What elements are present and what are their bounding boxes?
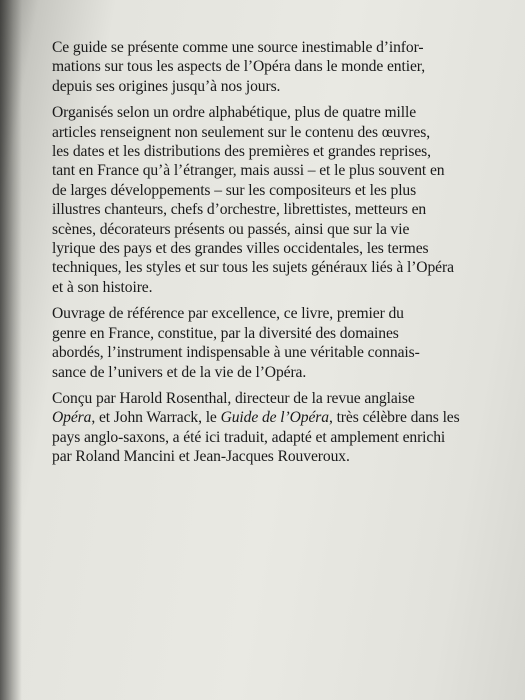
- text-line: illustres chanteurs, chefs d’orchestre, librettistes, metteurs en: [52, 201, 427, 219]
- text-line: Conçu par Harold Rosenthal, directeur de la revue anglaise: [52, 389, 415, 407]
- journal-title: Opéra: [52, 409, 92, 427]
- text-line: Ce guide se présente comme une source inestimable d’infor-: [52, 39, 424, 56]
- text-line: genre en France, constitue, par la diversité des domaines: [52, 324, 399, 342]
- text-segment: , très célèbre dans les: [328, 409, 460, 427]
- text-line: Ouvrage de référence par excellence, ce livre, premier du: [52, 305, 404, 323]
- text-line: depuis ses origines jusqu’à nos jours.: [52, 77, 281, 95]
- text-line: les dates et les distributions des premières et grandes reprises,: [52, 143, 431, 161]
- text-line: tant en France qu’à l’étranger, mais aussi – et le plus souvent en: [52, 162, 445, 180]
- text-line: sance de l’univers et de la vie de l’Opéra.: [52, 363, 307, 381]
- text-line: [30, 408, 495, 427]
- text-line: abordés, l’instrument indispensable à une véritable connais-: [52, 344, 420, 362]
- page-edge-shadow: [0, 0, 22, 700]
- text-line: par Roland Mancini et Jean-Jacques Rouveroux.: [52, 448, 350, 466]
- paragraph-reference: [30, 304, 495, 382]
- paragraph-intro: [30, 38, 495, 96]
- text-line: articles renseignent non seulement sur le contenu des œuvres,: [52, 123, 430, 141]
- text-line: techniques, les styles et sur tous les sujets généraux liés à l’Opéra: [52, 259, 454, 277]
- text-line: de larges développements – sur les compositeurs et les plus: [52, 181, 417, 199]
- book-title: Guide de l’Opéra: [220, 409, 329, 427]
- text-line: et à son histoire.: [52, 278, 153, 296]
- text-line: scènes, décorateurs présents ou passés, ainsi que sur la vie: [52, 220, 410, 238]
- text-line: Organisés selon un ordre alphabétique, plus de quatre mille: [52, 104, 417, 122]
- text-line: pays anglo-saxons, a été ici traduit, adapté et amplement enrichi: [52, 428, 446, 446]
- paragraph-contents: [30, 103, 495, 297]
- paragraph-authors: [30, 389, 495, 467]
- text-line: lyrique des pays et des grandes villes occidentales, les termes: [52, 240, 429, 258]
- text-segment: , et John Warrack, le: [91, 409, 221, 427]
- book-back-cover-text: [30, 38, 495, 474]
- text-line: mations sur tous les aspects de l’Opéra dans le monde entier,: [52, 58, 426, 76]
